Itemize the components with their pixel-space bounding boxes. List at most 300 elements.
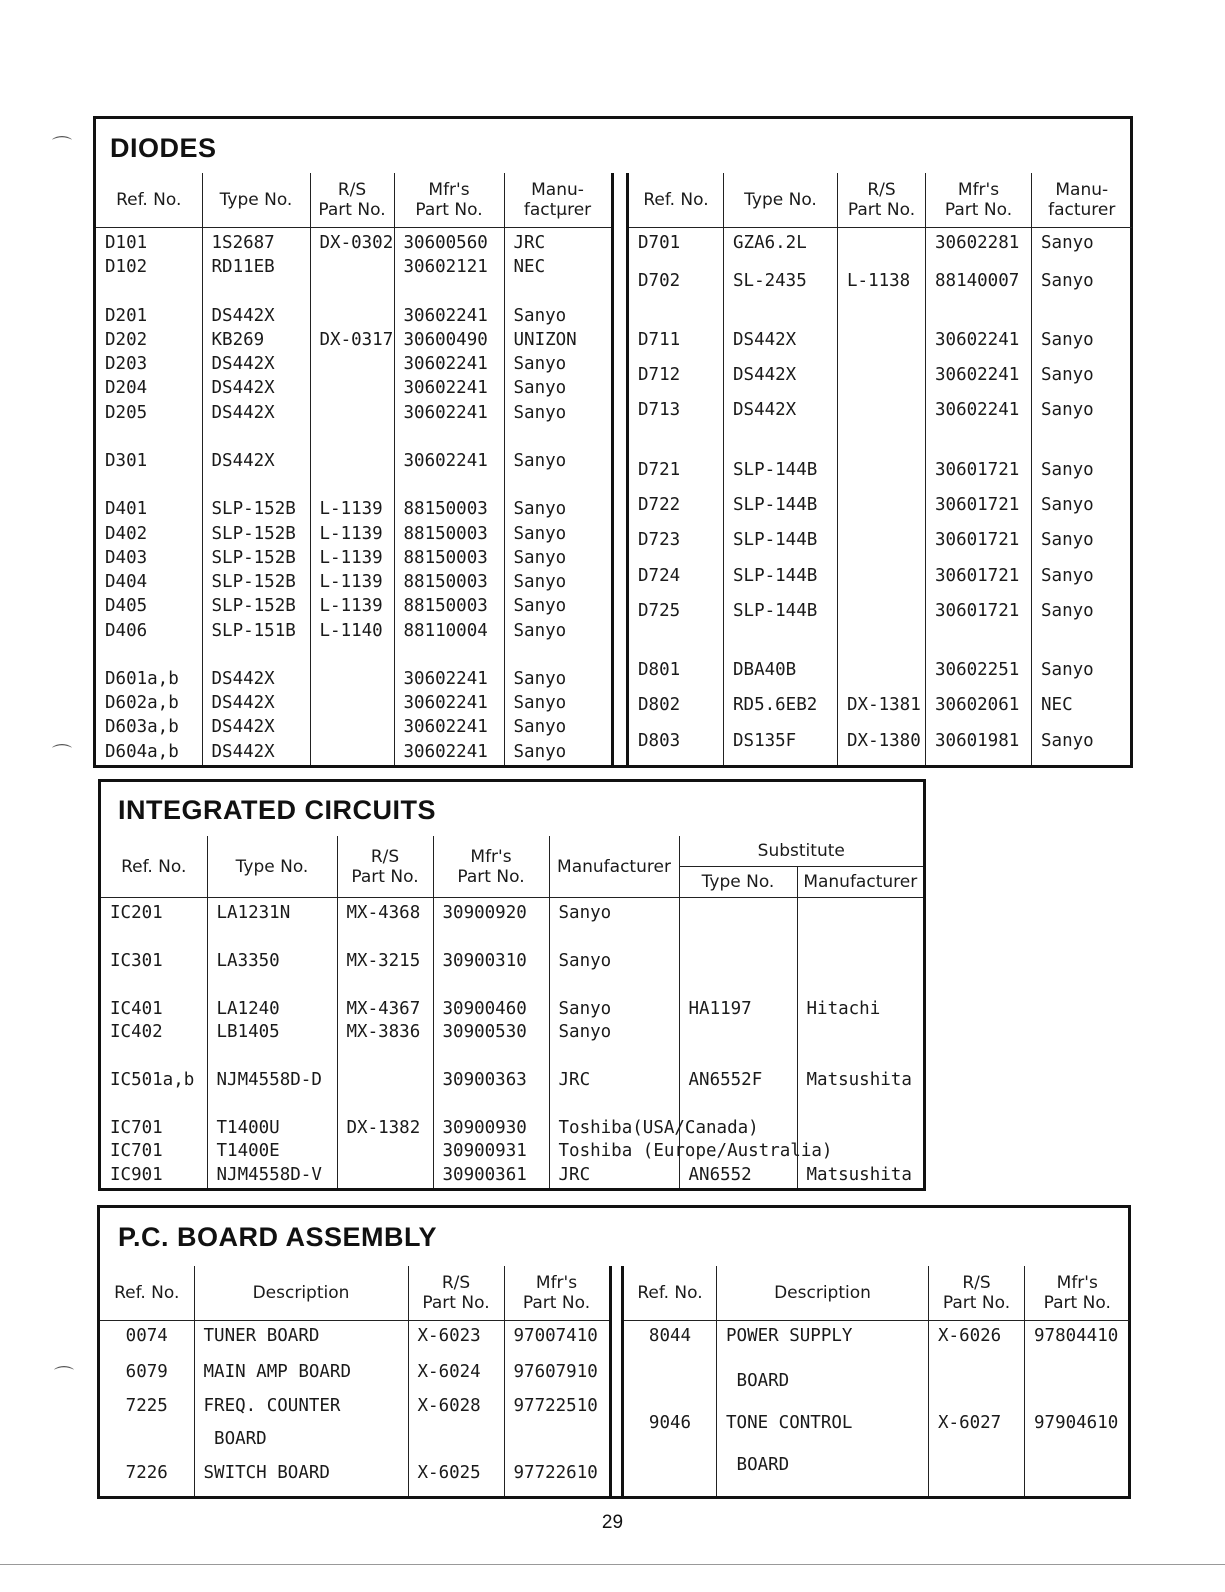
table-cell: DS442X <box>202 377 310 401</box>
integrated-circuits-section <box>98 779 926 1191</box>
table-cell: D802 <box>628 694 724 729</box>
table-cell: D712 <box>628 364 724 399</box>
table-cell <box>838 529 926 564</box>
table-cell: Sanyo <box>504 450 612 474</box>
table-row <box>96 692 612 716</box>
table-cell <box>679 1021 797 1045</box>
table-cell: D101 <box>96 228 202 257</box>
table-cell: DX-1381 <box>838 694 926 729</box>
table-row <box>628 565 1132 600</box>
table-cell: DX-1382 <box>337 1117 433 1141</box>
table-row <box>628 399 1132 434</box>
spacer-row <box>628 435 1132 459</box>
header-ref-no: Ref. No. <box>628 173 724 228</box>
table-cell: DS135F <box>724 730 838 765</box>
table-cell: LB1405 <box>207 1021 337 1045</box>
table-row <box>628 228 1132 270</box>
table-cell: SLP-152B <box>202 571 310 595</box>
table-cell: X-6025 <box>408 1462 504 1496</box>
table-cell: X-6026 <box>929 1321 1025 1371</box>
table-cell <box>310 741 394 765</box>
spacer-cell <box>504 474 612 498</box>
table-row <box>96 498 612 522</box>
table-row <box>101 1140 923 1164</box>
table-cell: 30900361 <box>433 1164 549 1188</box>
table-cell: D803 <box>628 730 724 765</box>
table-cell: LA1240 <box>207 998 337 1022</box>
spacer-cell <box>101 926 207 950</box>
table-cell <box>797 1117 923 1141</box>
table-cell: DX-1380 <box>838 730 926 765</box>
header-substitute: Substitute <box>679 836 923 867</box>
spacer-cell <box>394 474 504 498</box>
table-cell: Sanyo <box>504 668 612 692</box>
table-row <box>628 659 1132 694</box>
pcb-table-right <box>621 1266 1130 1496</box>
spacer-cell <box>202 474 310 498</box>
table-cell <box>337 1069 433 1093</box>
table-cell <box>310 377 394 401</box>
spacer-cell <box>310 644 394 668</box>
spacer-cell <box>504 644 612 668</box>
spacer-cell <box>433 974 549 998</box>
table-row <box>96 547 612 571</box>
table-cell: 30602241 <box>394 377 504 401</box>
table-cell: DS442X <box>724 399 838 434</box>
table-row <box>101 1117 923 1141</box>
table-cell: HA1197 <box>679 998 797 1022</box>
table-cell: 30602241 <box>394 668 504 692</box>
table-cell: Sanyo <box>504 620 612 644</box>
table-cell <box>310 668 394 692</box>
table-cell: L-1139 <box>310 523 394 547</box>
table-cell: DS442X <box>202 353 310 377</box>
table-row <box>96 353 612 377</box>
header-rs-part-no: R/S Part No. <box>838 173 926 228</box>
spacer-row <box>101 926 923 950</box>
table-cell <box>838 565 926 600</box>
table-cell: LA1231N <box>207 898 337 926</box>
table-cell: 30602241 <box>394 741 504 765</box>
table-cell: D401 <box>96 498 202 522</box>
table-cell: AN6552F <box>679 1069 797 1093</box>
table-cell: DS442X <box>202 305 310 329</box>
table-row <box>623 1412 1130 1454</box>
header-substitute-manufacturer: Manufacturer <box>797 867 923 898</box>
table-row <box>96 450 612 474</box>
table-cell: 30602241 <box>394 353 504 377</box>
table-row <box>96 256 612 280</box>
table-cell: D205 <box>96 402 202 426</box>
table-cell: Sanyo <box>504 353 612 377</box>
table-cell <box>310 256 394 280</box>
spacer-cell <box>337 1045 433 1069</box>
header-ref-no: Ref. No. <box>96 173 202 228</box>
table-cell <box>929 1454 1025 1496</box>
table-cell: L-1138 <box>838 270 926 305</box>
spacer-row <box>96 644 612 668</box>
table-row <box>100 1321 610 1361</box>
table-row <box>100 1395 610 1429</box>
table-cell: 30601721 <box>926 529 1032 564</box>
table-cell: Sanyo <box>504 692 612 716</box>
table-cell <box>838 228 926 270</box>
table-cell <box>838 494 926 529</box>
table-cell: SLP-152B <box>202 547 310 571</box>
table-cell: 7226 <box>100 1462 194 1496</box>
table-cell <box>623 1370 717 1412</box>
table-cell: Sanyo <box>1032 329 1132 364</box>
table-cell: 88140007 <box>926 270 1032 305</box>
spacer-cell <box>337 926 433 950</box>
table-cell: Sanyo <box>1032 399 1132 434</box>
table-cell: Matsushita <box>797 1069 923 1093</box>
spacer-cell <box>202 426 310 450</box>
table-cell: MX-4367 <box>337 998 433 1022</box>
table-cell: 97804410 <box>1025 1321 1130 1371</box>
spacer-cell <box>838 435 926 459</box>
table-cell: RD5.6EB2 <box>724 694 838 729</box>
spacer-cell <box>1032 635 1132 659</box>
table-cell: LA3350 <box>207 950 337 974</box>
spacer-cell <box>207 1093 337 1117</box>
table-cell: D725 <box>628 600 724 635</box>
table-cell: D201 <box>96 305 202 329</box>
table-cell <box>408 1428 504 1462</box>
table-row <box>623 1454 1130 1496</box>
table-cell: Sanyo <box>504 741 612 765</box>
table-row <box>101 898 923 926</box>
spacer-cell <box>679 1045 797 1069</box>
diodes-table-left <box>96 173 614 765</box>
spacer-row <box>101 974 923 998</box>
header-mfr-part-no: Mfr's Part No. <box>394 173 504 228</box>
table-cell: Sanyo <box>549 998 679 1022</box>
spacer-row <box>96 474 612 498</box>
table-cell: 88110004 <box>394 620 504 644</box>
table-cell: JRC <box>549 1164 679 1188</box>
spacer-cell <box>679 974 797 998</box>
spacer-row <box>101 1045 923 1069</box>
table-cell: X-6027 <box>929 1412 1025 1454</box>
table-cell: Sanyo <box>1032 270 1132 305</box>
table-cell: 6079 <box>100 1361 194 1395</box>
table-cell: D711 <box>628 329 724 364</box>
table-cell: 97007410 <box>504 1321 610 1361</box>
table-cell: Matsushita <box>797 1164 923 1188</box>
table-cell <box>838 600 926 635</box>
table-cell: Sanyo <box>504 716 612 740</box>
table-cell: Sanyo <box>1032 494 1132 529</box>
spacer-cell <box>394 426 504 450</box>
table-cell: MAIN AMP BOARD <box>194 1361 408 1395</box>
table-cell: IC501a,b <box>101 1069 207 1093</box>
table-cell: Sanyo <box>1032 659 1132 694</box>
spacer-cell <box>504 426 612 450</box>
table-cell: DS442X <box>202 741 310 765</box>
table-row <box>96 668 612 692</box>
table-cell <box>797 898 923 926</box>
spacer-row <box>628 305 1132 329</box>
spacer-cell <box>628 635 724 659</box>
table-cell: Sanyo <box>1032 529 1132 564</box>
table-row <box>100 1462 610 1496</box>
table-cell: D406 <box>96 620 202 644</box>
table-cell: DS442X <box>724 329 838 364</box>
spacer-cell <box>101 1045 207 1069</box>
table-cell: D602a,b <box>96 692 202 716</box>
table-row <box>101 1164 923 1188</box>
table-row <box>101 1069 923 1093</box>
table-cell: Sanyo <box>549 898 679 926</box>
table-cell <box>310 692 394 716</box>
page-number: 29 <box>601 1512 624 1533</box>
table-cell <box>310 305 394 329</box>
table-cell: GZA6.2L <box>724 228 838 270</box>
header-mfr-part-no: Mfr's Part No. <box>504 1266 610 1321</box>
spacer-cell <box>504 281 612 305</box>
table-cell: Sanyo <box>504 547 612 571</box>
table-cell: 30600490 <box>394 329 504 353</box>
spacer-row <box>96 426 612 450</box>
table-cell: 30601721 <box>926 565 1032 600</box>
table-cell: 97722610 <box>504 1462 610 1496</box>
spacer-cell <box>549 1045 679 1069</box>
table-cell: SLP-144B <box>724 600 838 635</box>
table-cell <box>838 329 926 364</box>
table-cell: D601a,b <box>96 668 202 692</box>
spacer-cell <box>433 1045 549 1069</box>
spacer-cell <box>724 635 838 659</box>
table-cell: 30602241 <box>926 364 1032 399</box>
table-cell <box>797 950 923 974</box>
table-cell: 30602241 <box>394 305 504 329</box>
table-cell: TUNER BOARD <box>194 1321 408 1361</box>
table-cell: Hitachi <box>797 998 923 1022</box>
table-cell: IC201 <box>101 898 207 926</box>
spacer-cell <box>202 644 310 668</box>
table-cell: D702 <box>628 270 724 305</box>
table-cell: D801 <box>628 659 724 694</box>
table-cell: JRC <box>504 228 612 257</box>
table-cell <box>310 402 394 426</box>
table-cell: 30900930 <box>433 1117 549 1141</box>
table-row <box>623 1370 1130 1412</box>
table-cell: SLP-144B <box>724 459 838 494</box>
table-cell <box>1025 1454 1130 1496</box>
table-cell: 9046 <box>623 1412 717 1454</box>
table-cell <box>838 399 926 434</box>
spacer-cell <box>838 305 926 329</box>
table-cell: 30900460 <box>433 998 549 1022</box>
header-description: Description <box>194 1266 408 1321</box>
table-cell: D102 <box>96 256 202 280</box>
table-cell: Toshiba(USA/Canada) <box>549 1117 679 1141</box>
table-cell <box>1025 1370 1130 1412</box>
table-cell: 30602251 <box>926 659 1032 694</box>
table-cell: SLP-144B <box>724 529 838 564</box>
table-cell: Sanyo <box>1032 364 1132 399</box>
table-cell: D724 <box>628 565 724 600</box>
table-cell: BOARD <box>717 1454 929 1496</box>
table-cell: 30900920 <box>433 898 549 926</box>
table-cell: 97904610 <box>1025 1412 1130 1454</box>
ic-table <box>101 836 923 1188</box>
table-cell: 0074 <box>100 1321 194 1361</box>
header-rs-part-no: R/S Part No. <box>408 1266 504 1321</box>
table-cell: D713 <box>628 399 724 434</box>
table-row <box>101 950 923 974</box>
spacer-cell <box>628 435 724 459</box>
table-cell: 30600560 <box>394 228 504 257</box>
spacer-row <box>628 635 1132 659</box>
table-cell: Sanyo <box>549 950 679 974</box>
pc-board-assembly-section <box>97 1205 1131 1499</box>
table-cell: 30601721 <box>926 459 1032 494</box>
spacer-cell <box>679 926 797 950</box>
table-cell: BOARD <box>194 1428 408 1462</box>
pcb-title: P.C. BOARD ASSEMBLY <box>118 1222 438 1252</box>
spacer-cell <box>394 644 504 668</box>
punch-mark-icon: ⌒ <box>52 134 72 158</box>
table-cell: NJM4558D-D <box>207 1069 337 1093</box>
table-row <box>96 402 612 426</box>
spacer-cell <box>926 435 1032 459</box>
spacer-cell <box>96 281 202 305</box>
spacer-cell <box>310 474 394 498</box>
table-cell: 30602241 <box>926 329 1032 364</box>
header-ref-no: Ref. No. <box>623 1266 717 1321</box>
punch-mark-icon: ⌒ <box>52 742 72 766</box>
page-edge-rule <box>0 1564 1225 1565</box>
header-rs-part-no: R/S Part No. <box>310 173 394 228</box>
table-cell: POWER SUPPLY <box>717 1321 929 1371</box>
table-cell: L-1139 <box>310 547 394 571</box>
table-cell: 30602281 <box>926 228 1032 270</box>
table-cell: NEC <box>504 256 612 280</box>
table-cell: X-6023 <box>408 1321 504 1361</box>
table-cell: 88150003 <box>394 571 504 595</box>
table-row <box>96 741 612 765</box>
spacer-cell <box>549 926 679 950</box>
table-cell: 1S2687 <box>202 228 310 257</box>
table-row <box>628 730 1132 765</box>
table-cell <box>838 459 926 494</box>
table-row <box>628 600 1132 635</box>
table-cell: DS442X <box>202 668 310 692</box>
header-mfr-part-no: Mfr's Part No. <box>433 836 549 898</box>
spacer-cell <box>394 281 504 305</box>
table-row <box>96 329 612 353</box>
table-row <box>96 228 612 257</box>
table-cell: 88150003 <box>394 498 504 522</box>
table-row <box>101 998 923 1022</box>
table-cell: MX-3836 <box>337 1021 433 1045</box>
table-cell: D723 <box>628 529 724 564</box>
table-cell: SWITCH BOARD <box>194 1462 408 1496</box>
table-cell: 30601981 <box>926 730 1032 765</box>
header-substitute-type-no: Type No. <box>679 867 797 898</box>
spacer-cell <box>96 644 202 668</box>
table-cell: T1400U <box>207 1117 337 1141</box>
table-row <box>96 523 612 547</box>
table-cell: 30602241 <box>394 402 504 426</box>
spacer-cell <box>337 1093 433 1117</box>
table-cell: D603a,b <box>96 716 202 740</box>
table-cell: DX-0302 <box>310 228 394 257</box>
table-cell: X-6024 <box>408 1361 504 1395</box>
table-cell: D203 <box>96 353 202 377</box>
table-cell: DS442X <box>202 692 310 716</box>
table-row <box>96 377 612 401</box>
table-cell: 30602061 <box>926 694 1032 729</box>
table-row <box>628 694 1132 729</box>
diodes-table-right <box>626 173 1132 765</box>
table-cell: MX-3215 <box>337 950 433 974</box>
table-cell <box>679 950 797 974</box>
pcb-table-left <box>100 1266 612 1496</box>
spacer-cell <box>797 1045 923 1069</box>
table-row <box>96 595 612 619</box>
table-cell: UNIZON <box>504 329 612 353</box>
header-ref-no: Ref. No. <box>101 836 207 898</box>
ic-title: INTEGRATED CIRCUITS <box>118 795 436 825</box>
table-row <box>628 329 1132 364</box>
spacer-row <box>101 1093 923 1117</box>
table-cell <box>929 1370 1025 1412</box>
spacer-cell <box>96 426 202 450</box>
table-cell: Toshiba (Europe/Australia) <box>549 1140 679 1164</box>
spacer-cell <box>628 305 724 329</box>
table-cell: D403 <box>96 547 202 571</box>
table-cell <box>310 716 394 740</box>
table-cell: Sanyo <box>1032 730 1132 765</box>
table-cell: IC402 <box>101 1021 207 1045</box>
table-cell <box>623 1454 717 1496</box>
spacer-cell <box>797 926 923 950</box>
header-type-no: Type No. <box>202 173 310 228</box>
table-cell: Sanyo <box>504 595 612 619</box>
spacer-cell <box>549 974 679 998</box>
table-cell: 8044 <box>623 1321 717 1371</box>
table-cell: NEC <box>1032 694 1132 729</box>
spacer-cell <box>838 635 926 659</box>
table-cell: 30602121 <box>394 256 504 280</box>
table-cell: T1400E <box>207 1140 337 1164</box>
table-cell: DBA40B <box>724 659 838 694</box>
table-cell: Sanyo <box>504 498 612 522</box>
table-cell: DS442X <box>202 716 310 740</box>
table-row <box>101 1021 923 1045</box>
table-cell: 30900530 <box>433 1021 549 1045</box>
table-cell: DX-0317 <box>310 329 394 353</box>
table-row <box>96 305 612 329</box>
table-cell: Sanyo <box>504 377 612 401</box>
spacer-cell <box>926 635 1032 659</box>
table-cell: IC401 <box>101 998 207 1022</box>
table-cell <box>337 1140 433 1164</box>
diodes-section <box>93 116 1133 768</box>
spacer-cell <box>549 1093 679 1117</box>
table-cell <box>310 450 394 474</box>
table-cell: JRC <box>549 1069 679 1093</box>
table-cell: D721 <box>628 459 724 494</box>
table-cell: D402 <box>96 523 202 547</box>
table-cell: AN6552 <box>679 1164 797 1188</box>
table-cell: L-1140 <box>310 620 394 644</box>
table-row <box>100 1361 610 1395</box>
table-cell: Sanyo <box>1032 459 1132 494</box>
